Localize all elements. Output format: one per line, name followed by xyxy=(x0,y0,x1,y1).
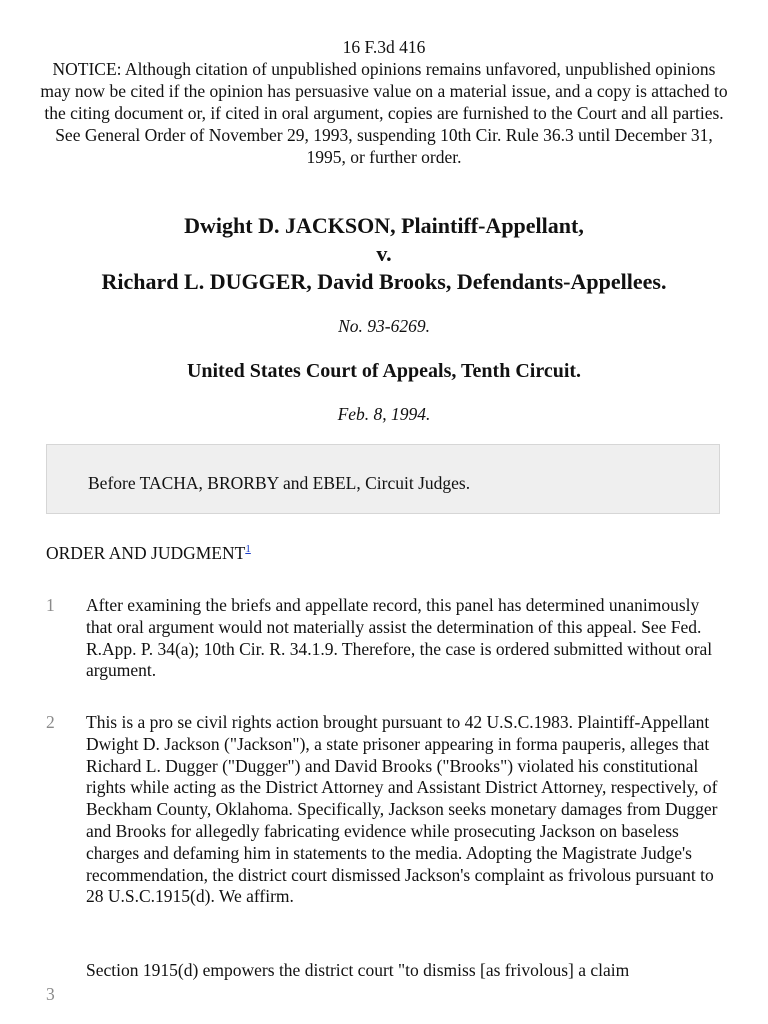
court-name: United States Court of Appeals, Tenth Circuit. xyxy=(186,360,582,382)
paragraph-number: 3 xyxy=(46,984,55,1004)
order-heading-label: ORDER AND JUDGMENT xyxy=(46,543,246,563)
paragraph-number: 1 xyxy=(46,595,55,615)
paragraph-text: This is a pro se civil rights action brought pursuant to 42 U.S.C.1983. Plaintiff-Appellant Dwight D. Jackson ("Jackson"), a state prisoner appearing in forma pauperis, alleges that Richard L. Dugger ("Dugger") and David Brooks ("Brooks") violated his constitutional rights while acting as the District Attorney and Assistant District Attorney, respectively, of Beckham County, Oklahoma. Specifically, Jackson seeks monetary damages from Dugger and Brooks for allegedly fabricating evidence while prosecuting Jackson on baseless charges and defaming him in statements to the media. Adopting the Magistrate Judge's recommendation, the district court dismissed Jackson's complaint as frivolous pursuant to 28 U.S.C.1915(d). We affirm. xyxy=(86,712,718,907)
paragraph-text: After examining the briefs and appellate record, this panel has determined unanimously that oral argument would not materially assist the determination of this appeal. See Fed. R.App. P. 34(a); 10th Cir. R. 34.1.9. Therefore, the case is ordered submitted without oral argument. xyxy=(86,595,713,681)
document-header xyxy=(40,36,728,168)
paragraph-number: 2 xyxy=(46,712,55,732)
defendants-line: Richard L. DUGGER, David Brooks, Defendants-Appellees. xyxy=(101,269,667,294)
versus-line: v. xyxy=(376,241,392,266)
docket-number: No. 93-6269. xyxy=(338,316,430,336)
footnote-link[interactable]: 1 xyxy=(245,543,251,556)
case-caption xyxy=(20,212,748,296)
reporter-citation: 16 F.3d 416 xyxy=(342,37,426,57)
order-heading xyxy=(46,543,251,564)
panel-box xyxy=(46,444,720,514)
paragraph-text: Section 1915(d) empowers the district court "to dismiss [as frivolous] a claim xyxy=(86,960,630,980)
unpublished-notice: NOTICE: Although citation of unpublished opinions remains unfavored, unpublished opinions may now be cited if the opinion has persuasive value on a material issue, and a copy is attached to the citing document or, if cited in oral argument, copies are furnished to the Court and all parties. See General Order of November 29, 1993, suspending 10th Cir. Rule 36.3 until December 31, 1995, or further order. xyxy=(40,59,728,167)
panel-judges: Before TACHA, BRORBY and EBEL, Circuit Judges. xyxy=(88,473,471,493)
decision-date: Feb. 8, 1994. xyxy=(337,404,431,424)
plaintiff-line: Dwight D. JACKSON, Plaintiff-Appellant, xyxy=(184,213,584,238)
